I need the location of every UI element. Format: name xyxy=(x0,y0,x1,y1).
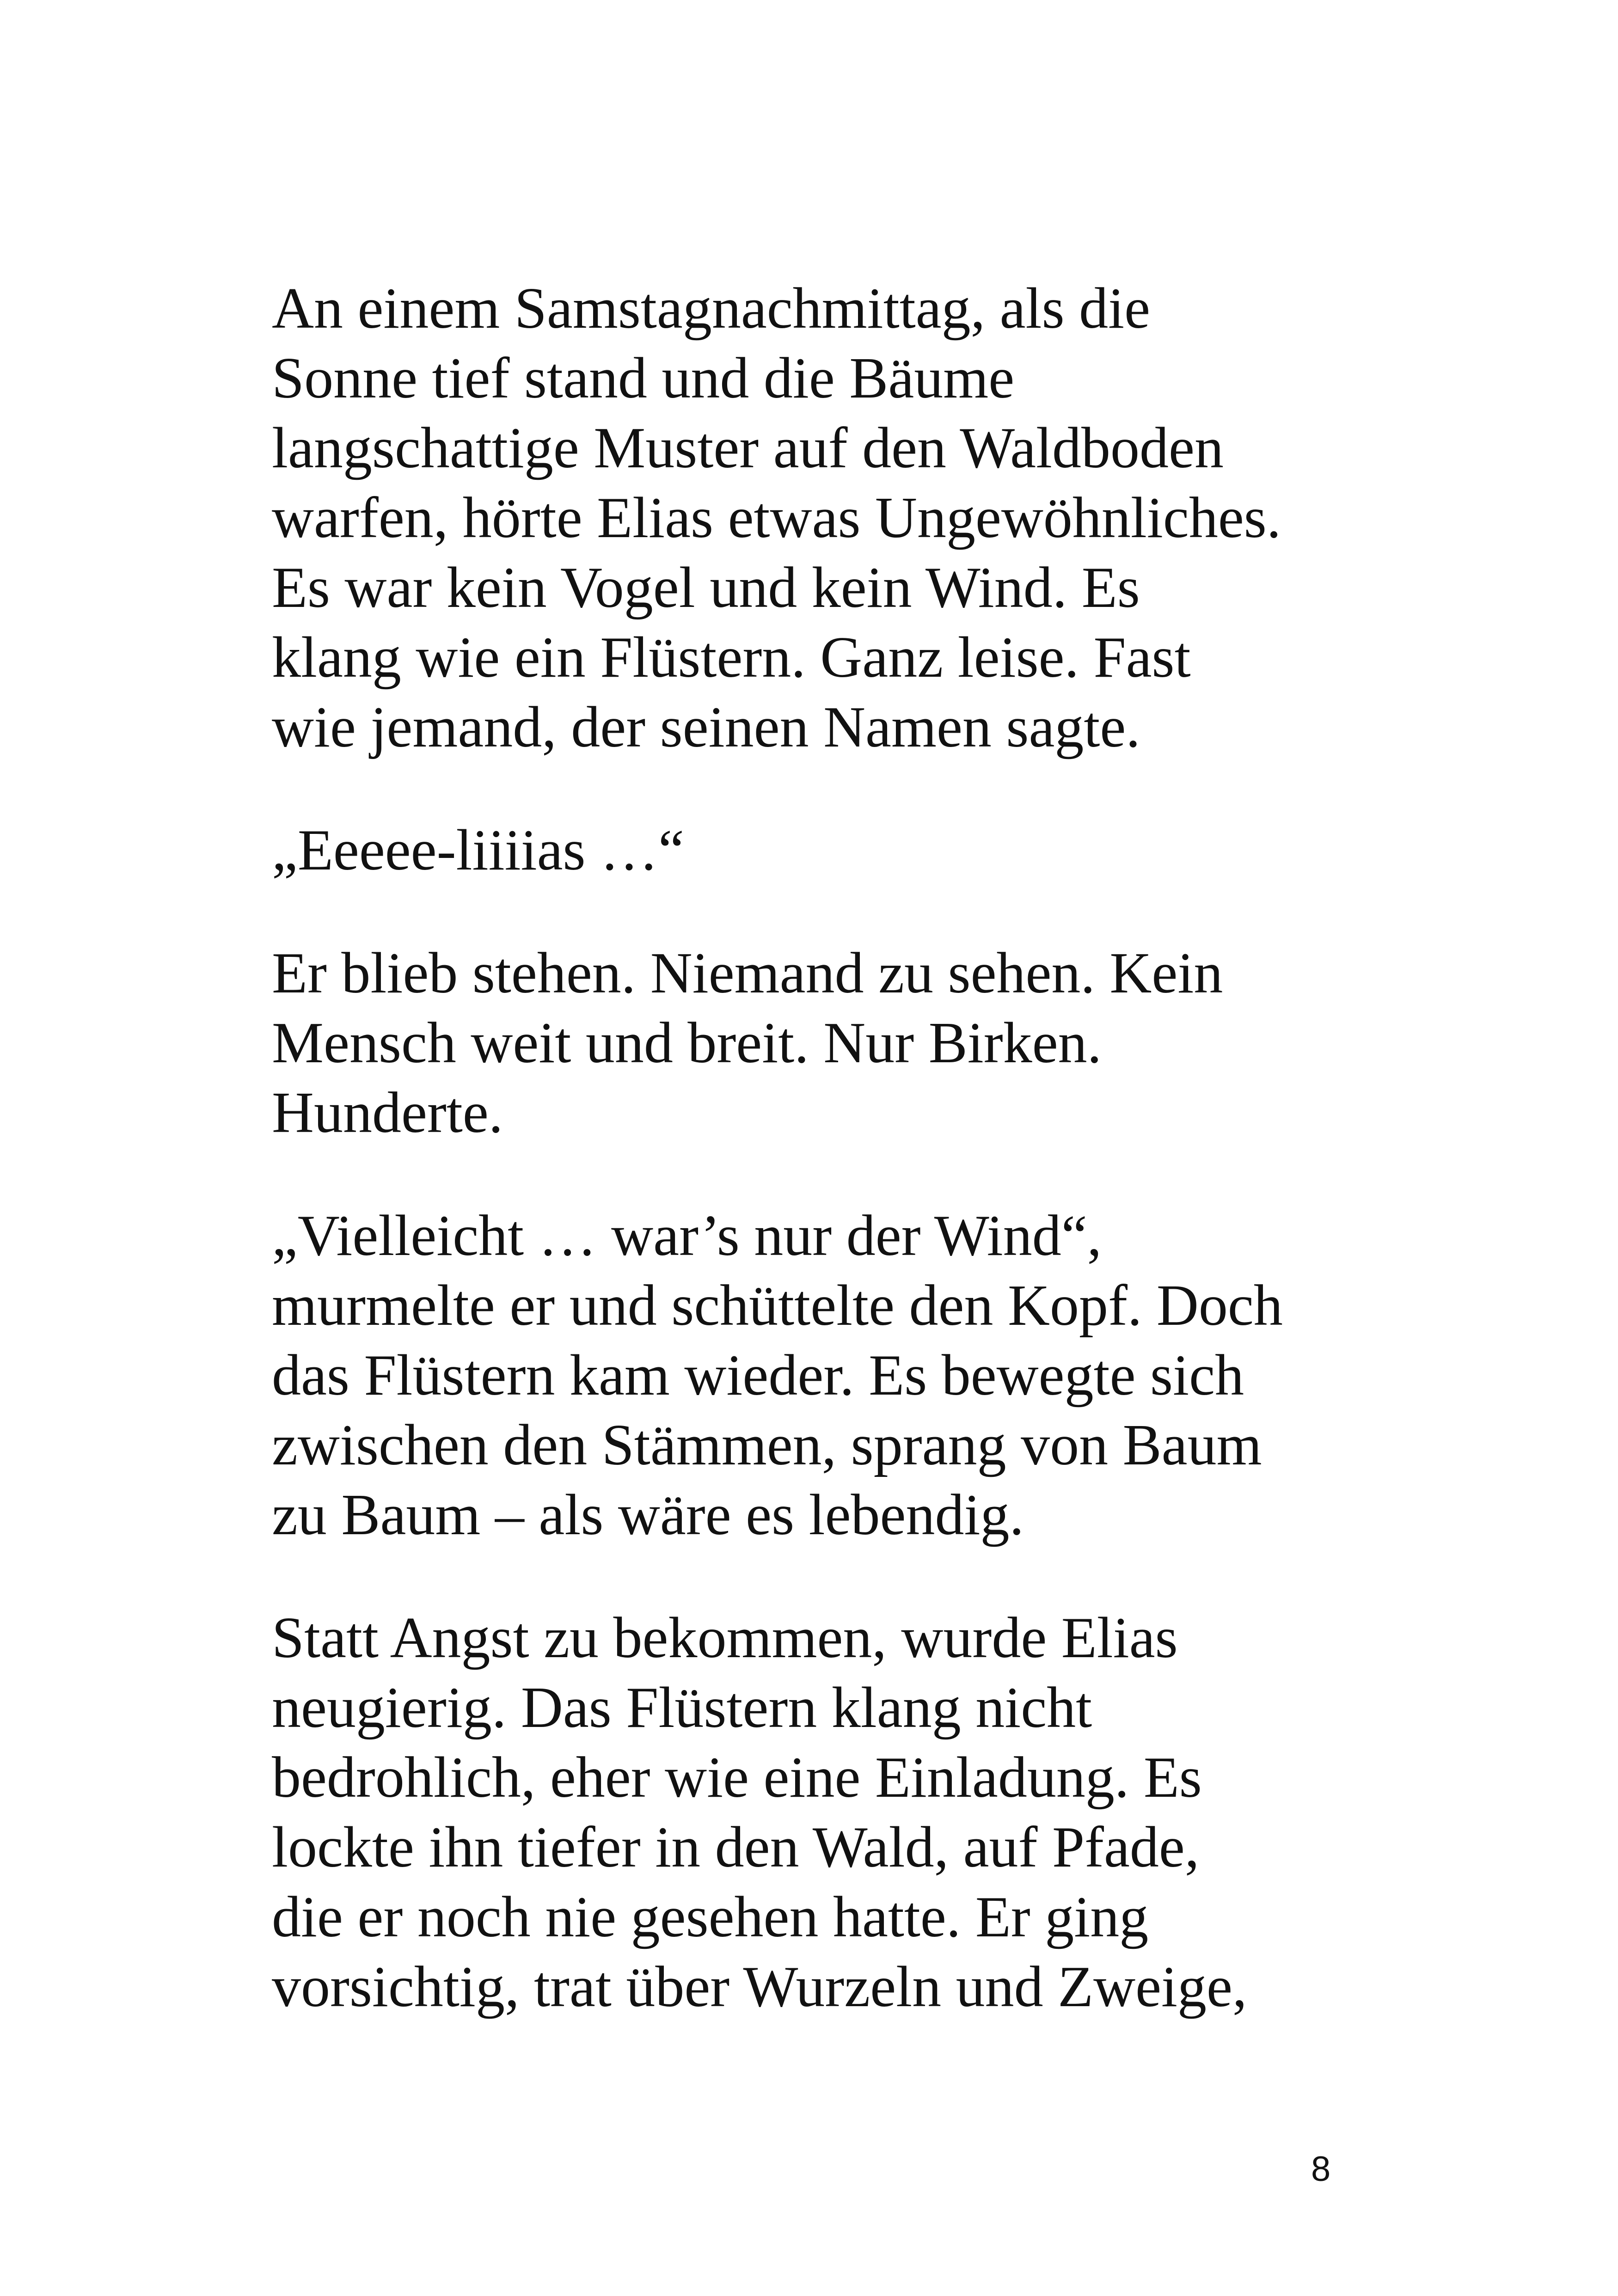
body-text xyxy=(272,274,1391,2075)
text-line: vorsichtig, trat über Wurzeln und Zweige, xyxy=(272,1955,1247,2019)
text-line: zu Baum – als wäre es lebendig. xyxy=(272,1483,1024,1547)
text-line: langschattige Muster auf den Waldboden xyxy=(272,416,1224,480)
paragraph-5 xyxy=(272,1603,1391,2022)
text-line: „Vielleicht … war’s nur der Wind“, xyxy=(272,1204,1102,1268)
text-line: An einem Samstagnachmittag, als die xyxy=(272,276,1151,341)
text-line: zwischen den Stämmen, sprang von Baum xyxy=(272,1413,1262,1477)
text-line: Es war kein Vogel und kein Wind. Es xyxy=(272,556,1140,620)
text-line: murmelte er und schüttelte den Kopf. Doch xyxy=(272,1274,1283,1338)
text-line: bedrohlich, eher wie eine Einladung. Es xyxy=(272,1745,1202,1810)
text-line: die er noch nie gesehen hatte. Er ging xyxy=(272,1885,1149,1949)
text-line: Sonne tief stand und die Bäume xyxy=(272,346,1015,410)
text-line: „Eeeee-liiiias …“ xyxy=(272,818,684,882)
page-number: 8 xyxy=(1311,2149,1331,2189)
text-line: lockte ihn tiefer in den Wald, auf Pfade, xyxy=(272,1815,1200,1880)
paragraph-2 xyxy=(272,815,1391,885)
text-line: wie jemand, der seinen Namen sagte. xyxy=(272,695,1140,759)
text-line: das Flüstern kam wieder. Es bewegte sich xyxy=(272,1343,1244,1408)
text-line: neugierig. Das Flüstern klang nicht xyxy=(272,1676,1092,1740)
paragraph-1 xyxy=(272,274,1391,762)
text-line: Mensch weit und breit. Nur Birken. xyxy=(272,1011,1102,1075)
text-line: Statt Angst zu bekommen, wurde Elias xyxy=(272,1606,1178,1670)
text-line: warfen, hörte Elias etwas Ungewöhnliches. xyxy=(272,486,1281,550)
text-line: Hunderte. xyxy=(272,1081,503,1145)
paragraph-3 xyxy=(272,938,1391,1148)
text-line: klang wie ein Flüstern. Ganz leise. Fast xyxy=(272,625,1191,690)
text-line: Er blieb stehen. Niemand zu sehen. Kein xyxy=(272,941,1223,1005)
paragraph-4 xyxy=(272,1201,1391,1550)
